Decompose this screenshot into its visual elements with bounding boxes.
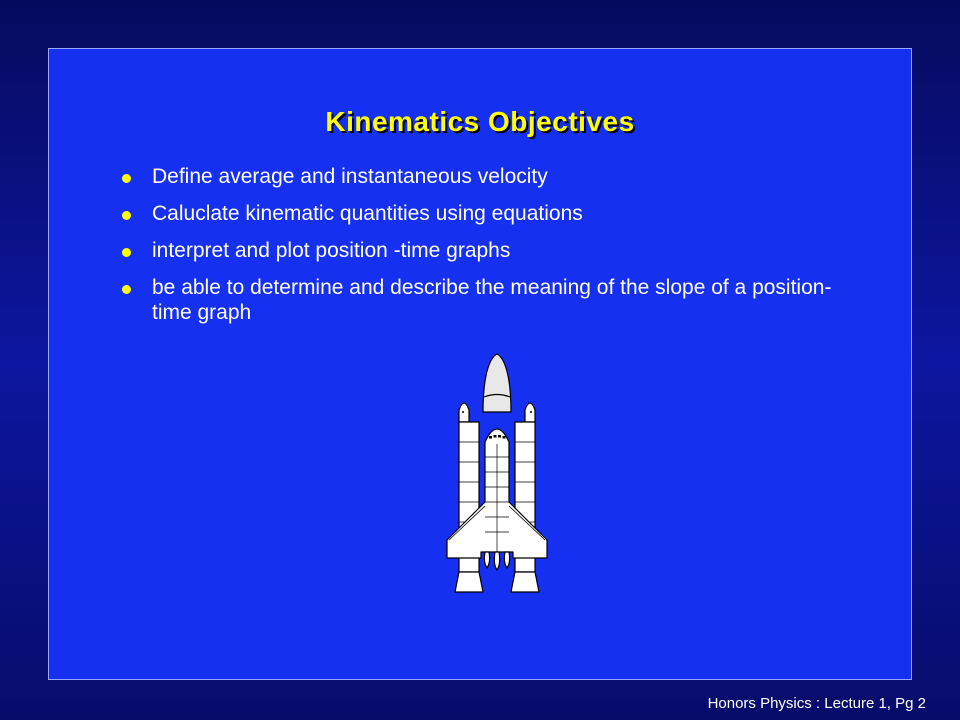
bullet-text: Define average and instantaneous velocity: [152, 165, 548, 188]
bullet-item: [122, 201, 842, 226]
bullet-icon: [122, 211, 131, 220]
bullet-icon: [122, 174, 131, 183]
bullet-text: Caluclate kinematic quantities using equations: [152, 202, 583, 225]
bullet-icon: [122, 285, 131, 294]
slide-title: Kinematics Objectives: [325, 106, 635, 137]
bullet-item: [122, 238, 842, 263]
bullet-item: [122, 275, 842, 325]
space-shuttle-icon: [437, 352, 557, 598]
bullet-item: [122, 164, 842, 189]
bullet-text: interpret and plot position -time graphs: [152, 239, 511, 262]
bullet-icon: [122, 248, 131, 257]
bullet-text: be able to determine and describe the meaning of the slope of a position-time graph: [152, 276, 832, 324]
slide-footer: Honors Physics : Lecture 1, Pg 2: [707, 695, 926, 712]
bullet-list: [122, 164, 842, 337]
